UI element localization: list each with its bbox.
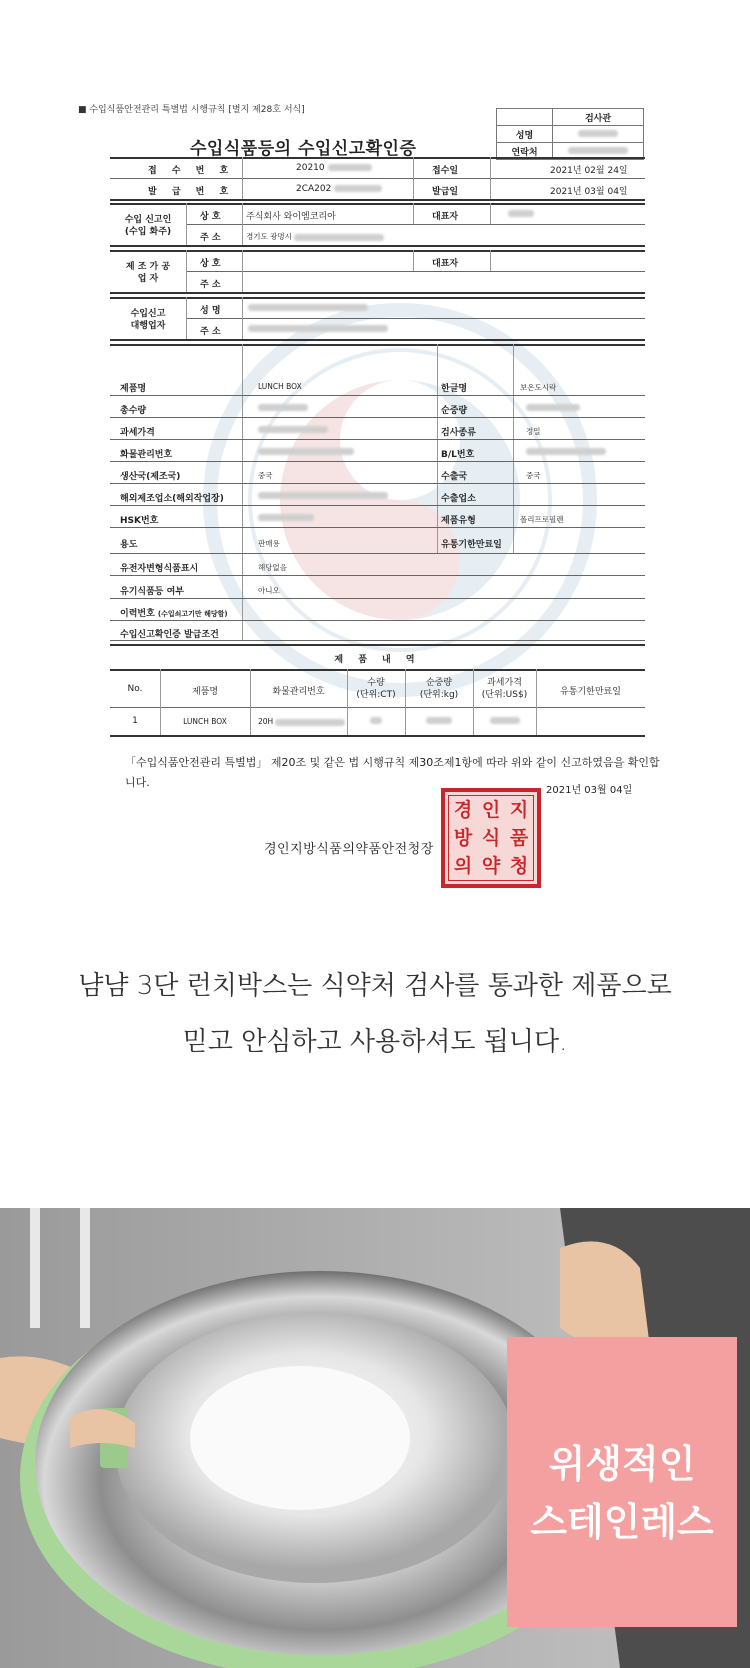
product-type-label: 제품유형 <box>441 516 476 526</box>
hsk-label: HSK번호 <box>120 516 159 526</box>
detail-header-cargo: 화물관리번호 <box>272 687 325 697</box>
manufacturer-company-label: 상 호 <box>200 259 221 269</box>
importer-address-label: 주 소 <box>200 233 221 243</box>
manufacturer-label-1: 제 조 가 공 <box>125 262 171 272</box>
trace-note: (수입쇠고기만 해당함) <box>157 610 228 618</box>
redacted-value <box>258 426 328 433</box>
importer-address-value: 경기도 광명시 <box>246 232 292 241</box>
seal-char: 지 <box>509 799 529 821</box>
redacted-value <box>258 404 308 411</box>
redacted-value <box>258 448 354 455</box>
seal-char: 식 <box>481 827 501 849</box>
redacted-value <box>508 210 534 217</box>
manufacturer-ceo-label: 대표자 <box>432 259 459 269</box>
inspector-header: 검사관 <box>553 109 644 126</box>
seal-char: 청 <box>509 855 529 877</box>
importer-label-2: (수입 화주) <box>124 227 172 237</box>
seal-char: 인 <box>481 799 501 821</box>
korean-name-value: 보온도시락 <box>520 383 557 392</box>
product-type-value: 폴리프로필렌 <box>520 515 564 524</box>
final-date: 2021년 03월 04일 <box>546 785 633 796</box>
taxable-price-label: 과세가격 <box>120 428 155 438</box>
seal-char: 품 <box>509 827 529 849</box>
receipt-no-label: 접 수 번 호 <box>148 166 235 176</box>
redacted-value <box>294 234 384 241</box>
issue-no-label: 발 급 번 호 <box>148 187 235 197</box>
condition-label: 수입신고확인증 발급조건 <box>120 630 219 640</box>
detail-row-no: 1 <box>132 716 138 726</box>
detail-row-product: LUNCH BOX <box>183 717 227 726</box>
redacted-value <box>426 717 452 724</box>
redacted-value <box>258 492 388 499</box>
inspector-box <box>496 108 644 160</box>
document-title: 수입식품등의 수입신고확인증 <box>190 139 417 159</box>
manufacturer-address-label: 주 소 <box>200 280 221 290</box>
export-country-label: 수출국 <box>441 472 468 482</box>
net-weight-label: 순중량 <box>441 406 468 416</box>
origin-label: 생산국(제조국) <box>120 472 181 482</box>
detail-header-price: 과세가격 (단위:US$) <box>481 678 528 700</box>
redacted-value <box>568 147 628 154</box>
detail-row-cargo: 20H <box>258 717 274 726</box>
importer-label-1: 수입 신고인 <box>124 215 172 225</box>
redacted-value <box>258 514 314 521</box>
receipt-date-value: 2021년 02월 24일 <box>550 166 628 176</box>
detail-header-product: 제품명 <box>191 687 219 697</box>
issue-no-value: 2CA202 <box>296 184 332 194</box>
korean-name-label: 한글명 <box>441 384 468 394</box>
organic-label: 유기식품등 여부 <box>120 587 184 597</box>
official-seal <box>441 788 541 888</box>
caption-line-1: 냠냠 3단 런치박스는 식약처 검사를 통과한 제품으로 <box>78 971 672 1001</box>
redacted-value <box>334 185 382 192</box>
badge-line-1: 위생적인 <box>548 1442 696 1486</box>
hygienic-stainless-badge <box>507 1337 737 1627</box>
bl-no-label: B/L번호 <box>441 450 475 460</box>
issue-date-label: 발급일 <box>432 187 459 197</box>
redacted-value <box>526 448 606 455</box>
detail-header-qty: 수량 (단위:CT) <box>356 678 396 700</box>
form-note: ■ 수입식품안전관리 특별법 시행규칙 [별지 제28호 서식] <box>78 105 305 115</box>
detail-header-expiry: 유통기한만료일 <box>560 687 621 697</box>
receipt-no-value: 20210 <box>296 163 325 173</box>
cargo-no-label: 화물관리번호 <box>120 450 173 460</box>
agent-name-label: 성 명 <box>200 306 221 316</box>
product-name-value: LUNCH BOX <box>258 382 302 391</box>
manufacturer-label-2: 업 자 <box>137 274 159 284</box>
seal-char: 방 <box>453 827 473 849</box>
redacted-value <box>578 130 618 137</box>
seal-char: 경 <box>453 799 473 821</box>
agent-label-2: 대행업자 <box>130 321 166 331</box>
agent-label-1: 수입신고 <box>130 309 166 319</box>
seal-char: 약 <box>481 855 501 877</box>
inspector-name-label: 성명 <box>497 126 553 143</box>
inspection-type-label: 검사종류 <box>441 428 476 438</box>
exporter-label: 수출업소 <box>441 494 476 504</box>
issuing-authority: 경인지방식품의약품안전청장 <box>264 842 434 857</box>
total-qty-label: 총수량 <box>120 406 147 416</box>
importer-company-value: 주식회사 와이엠코리아 <box>246 212 336 222</box>
gmo-label: 유전자변형식품표시 <box>120 564 199 574</box>
overseas-maker-label: 해외제조업소(해외작업장) <box>120 494 224 504</box>
seal-char: 의 <box>453 855 473 877</box>
issue-date-value: 2021년 03월 04일 <box>550 187 628 197</box>
agent-address-label: 주 소 <box>200 327 221 337</box>
redacted-value <box>490 717 520 724</box>
export-country-value: 중국 <box>526 471 541 480</box>
receipt-date-label: 접수일 <box>432 166 459 176</box>
organic-value: 아니오 <box>258 586 280 595</box>
trace-label: 이력번호 <box>120 609 155 619</box>
redacted-value <box>328 164 372 171</box>
legal-statement: 「수입식품안전관리 특별법」 제20조 및 같은 법 시행규칙 제30조제1항에 따라 위와 같이 신고하였음을 확인합니다. <box>125 756 660 789</box>
detail-header-weight: 순중량 (단위:kg) <box>419 678 459 700</box>
caption-line-2: 믿고 안심하고 사용하셔도 됩니다. <box>182 1027 568 1057</box>
usage-label: 용도 <box>120 540 138 550</box>
badge-line-2: 스테인레스 <box>530 1500 714 1544</box>
product-caption <box>0 958 750 1070</box>
inspector-contact-label: 연락처 <box>497 143 553 160</box>
origin-value: 중국 <box>258 471 273 480</box>
redacted-value <box>370 717 382 724</box>
redacted-value <box>248 304 368 311</box>
expiry-label: 유통기한만료일 <box>441 540 502 550</box>
product-name-label: 제품명 <box>120 384 147 394</box>
detail-title: 제 품 내 역 <box>334 655 421 665</box>
redacted-value <box>526 404 580 411</box>
usage-value: 판매용 <box>258 539 280 548</box>
redacted-value <box>275 719 345 726</box>
importer-company-label: 상 호 <box>200 212 221 222</box>
detail-header-no: No. <box>127 684 143 694</box>
inspection-type-value: 정밀 <box>526 427 541 436</box>
gmo-value: 해당없음 <box>258 563 287 572</box>
redacted-value <box>248 325 388 332</box>
importer-ceo-label: 대표자 <box>432 212 459 222</box>
